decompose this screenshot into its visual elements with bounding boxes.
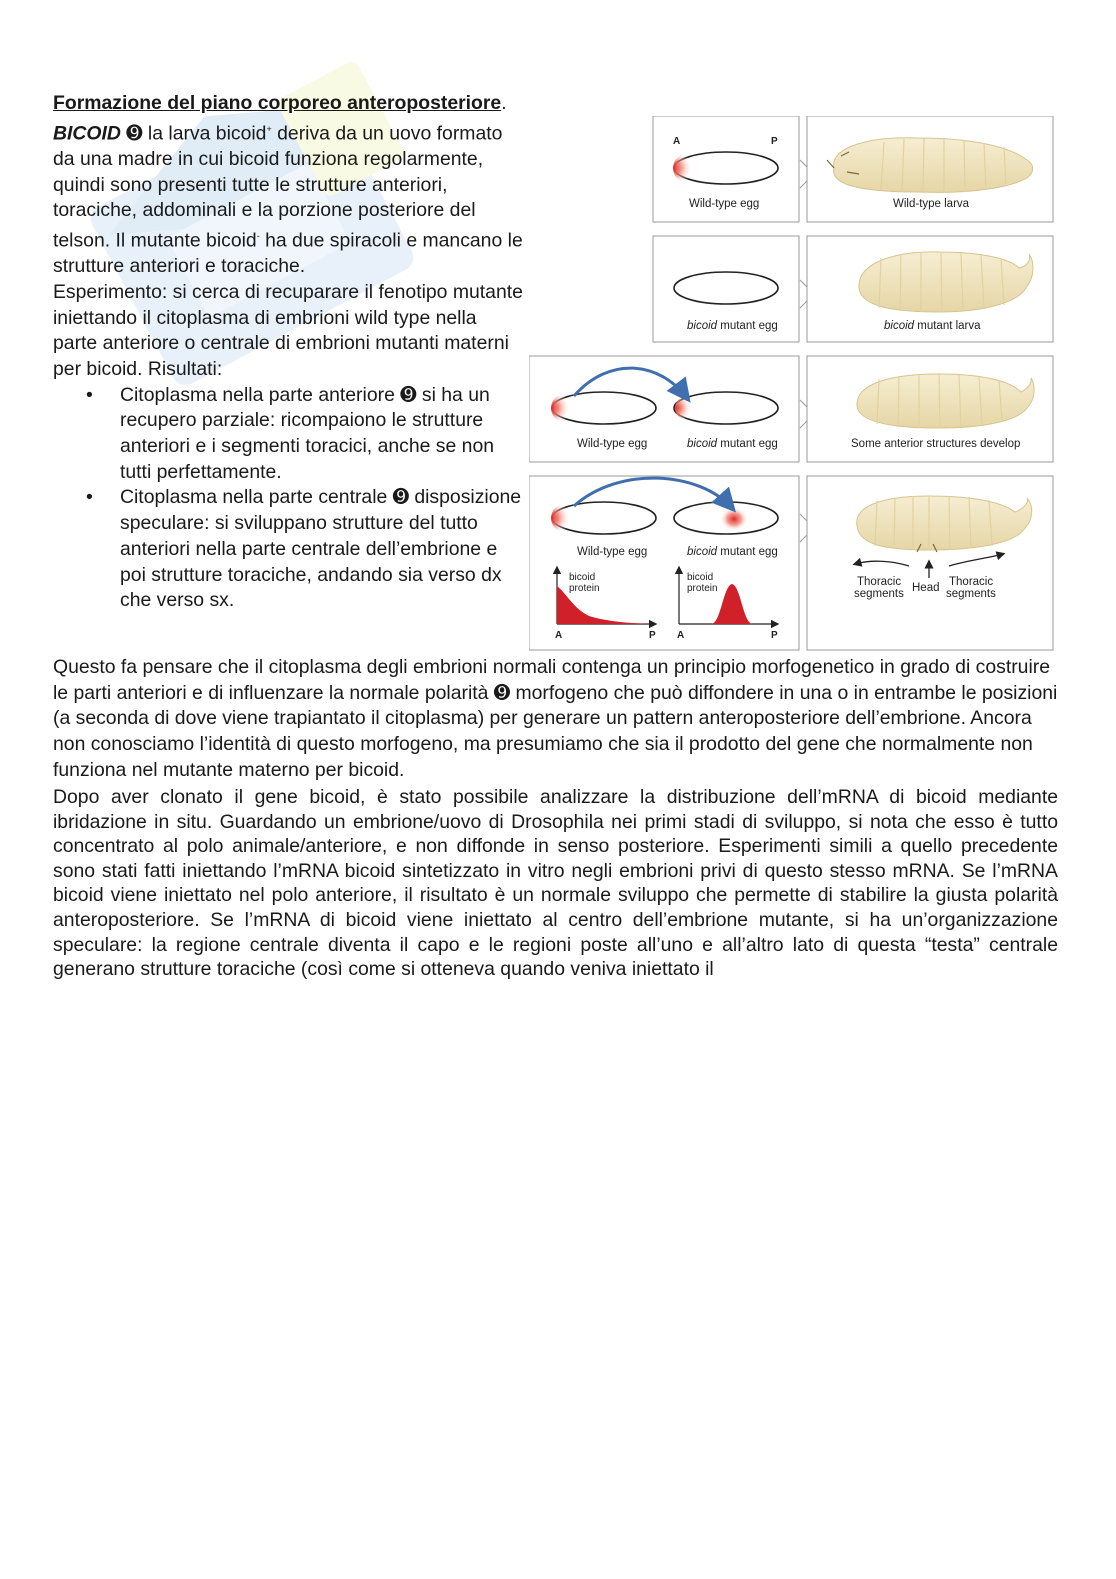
bicoid-gradient <box>720 507 748 531</box>
bicoid-figure <box>529 116 1059 656</box>
wild-type-egg-label: Wild-type egg <box>577 438 648 450</box>
list-item: • Citoplasma nella parte centrale ➒ disposizione speculare: si sviluppano strutture del tutto anteriori nella parte centrale dell’embrione e poi strutture toraciche, andando sia verso dx che verso sx. <box>86 486 522 612</box>
experiment-paragraph: Esperimento: si cerca di recuparare il fenotipo mutante iniettando il citoplasma di embrioni wild type nella parte anteriore o centrale di embrioni mutanti materni per bicoid. Risultati: <box>53 280 523 380</box>
figure-svg <box>529 116 1059 656</box>
bicoid-gradient <box>551 393 583 423</box>
axis-a-label: A <box>555 630 563 641</box>
thoracic-segments-label: segments <box>946 588 996 600</box>
arrow-glyph: ➒ <box>392 486 409 509</box>
bicoid-paragraph: BICOID ➒ la larva bicoid+ deriva da un uovo formato da una madre in cui bicoid funziona regolarmente, quindi sono presenti tutte le strutture anteriori, toraciche, addominali e la porzione posteriore del telson. Il mutante bicoid- ha due spiracoli e mancano le strutture anteriori e toraciche. <box>53 122 523 278</box>
bicoid-protein-label: protein <box>687 583 718 594</box>
some-anterior-label: Some anterior structures develop <box>851 438 1021 450</box>
wild-type-larva-label: Wild-type larva <box>893 198 970 210</box>
morphogen-paragraph: Questo fa pensare che il citoplasma degli embrioni normali contenga un principio morfogenetico in grado di costruire le parti anteriori e di influenzare la normale polarità ➒ morfogeno che può diffondere in una o in entrambe le posizioni (a seconda di dove viene trapiantato il citoplasma) per generare un pattern anteroposteriore dell’embrione. Ancora non conosciamo l’identità di questo morfogeno, ma presumiamo che sia il prodotto del gene che normalmente non funziona nel mutante materno per bicoid. <box>53 656 1058 781</box>
arrow-glyph: ➒ <box>400 383 417 406</box>
intro-column <box>53 91 523 614</box>
axis-p-label: P <box>771 630 778 641</box>
thoracic-segments-label: segments <box>854 588 904 600</box>
bicoid-mutant-egg-label: bicoid mutant egg <box>687 546 778 558</box>
bicoid-label: BICOID <box>53 122 121 145</box>
bicoid-mutant-egg-label: bicoid mutant egg <box>687 438 778 450</box>
wild-type-egg-label: Wild-type egg <box>689 198 760 210</box>
bullet-dot: • <box>86 486 93 509</box>
bullet-dot: • <box>86 383 93 406</box>
axis-p-label: P <box>771 136 778 147</box>
list-item: • Citoplasma nella parte anteriore ➒ si ha un recupero parziale: ricompaiono le strutture anteriori e i segmenti toracici, anche se non tutti perfettamente. <box>86 383 495 483</box>
arrow-glyph: ➒ <box>493 681 511 704</box>
axis-p-label: P <box>649 630 656 641</box>
axis-a-label: A <box>673 136 681 147</box>
bicoid-gradient <box>675 395 703 421</box>
arrow-glyph: ➒ <box>126 122 143 145</box>
bicoid-protein-label: bicoid <box>569 572 596 583</box>
mrna-paragraph: Dopo aver clonato il gene bicoid, è stato possibile analizzare la distribuzione dell’mRNA di bicoid mediante ibridazione in situ. Guardando un embrione/uovo di Drosophila nei primi stadi di sviluppo, si nota che esso è tutto concentrato al polo animale/anteriore, e non diffonde in senso posteriore. Esperimenti simili a quello precedente sono stati fatti iniettando l’mRNA bicoid sintetizzato in vitro negli embrioni privi di questo stesso mRNA. Se l’mRNA bicoid viene iniettato nel polo anteriore, il risultato è un normale sviluppo che permette di stabilire la giusta polarità anteroposteriore. Se l’mRNA di bicoid viene iniettato al centro dell’embrione mutante, si ha un’organizzazione speculare: la regione centrale diventa il capo e le regioni poste all’uno e all’altro lato di questa “testa” centrale generano strutture toraciche (così come si otteneva quando veniva iniettato il <box>53 786 1058 981</box>
wild-type-egg-label: Wild-type egg <box>577 546 648 558</box>
thoracic-segments-label: Thoracic <box>857 576 902 588</box>
bicoid-protein-label: bicoid <box>687 572 714 583</box>
thoracic-segments-label: Thoracic <box>949 576 994 588</box>
heading-line: Formazione del piano corporeo anteroposteriore. <box>53 92 507 114</box>
axis-a-label: A <box>677 630 685 641</box>
head-label: Head <box>912 582 940 594</box>
section-title: Formazione del piano corporeo anteroposteriore <box>53 92 502 114</box>
bicoid-protein-label: protein <box>569 583 600 594</box>
bicoid-mutant-egg-label: bicoid mutant egg <box>687 320 778 332</box>
egg-shape <box>674 272 778 304</box>
bicoid-gradient <box>673 153 705 183</box>
bicoid-mutant-larva-label: bicoid mutant larva <box>884 320 981 332</box>
bicoid-gradient <box>551 503 583 533</box>
results-list <box>53 383 523 614</box>
